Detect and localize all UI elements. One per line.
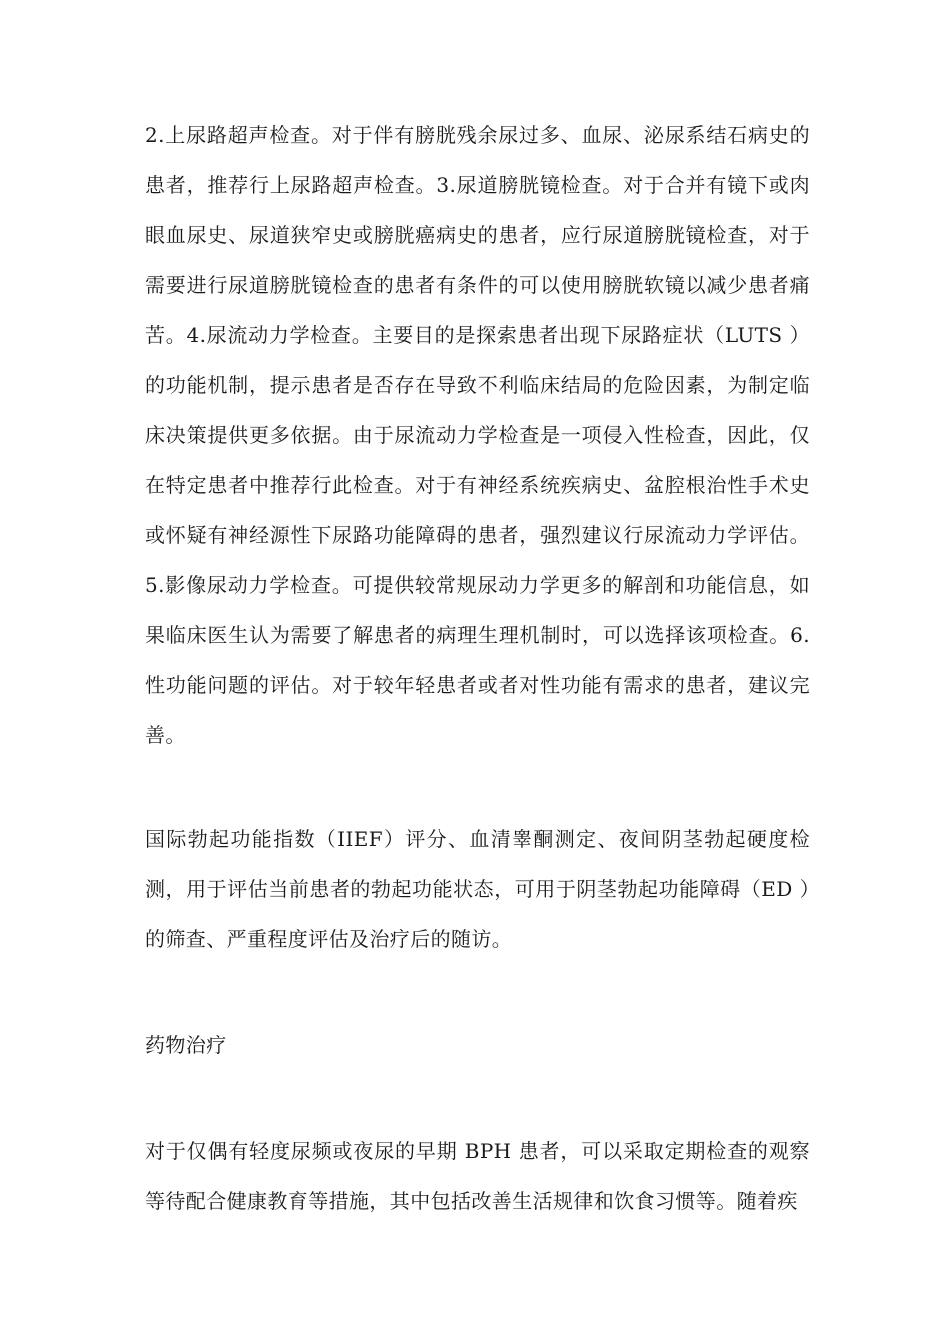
- paragraph-erectile-function: 国际勃起功能指数（IIEF）评分、血清睾酮测定、夜间阴茎勃起硬度检测，用于评估当前患者的勃起功能状态，可用于阴茎勃起功能障碍（ED ）的筛查、严重程度评估及治疗后的随访。: [145, 827, 810, 951]
- paragraph-watchful-waiting: 对于仅偶有轻度尿频或夜尿的早期 BPH 患者，可以采取定期检查的观察等待配合健康教育等措施，其中包括改善生活规律和饮食习惯等。随着疾: [145, 1139, 810, 1213]
- section-heading-drug-therapy: 药物治疗: [145, 1033, 227, 1057]
- document-page: [145, 110, 810, 1226]
- paragraph-examinations: 2.上尿路超声检查。对于伴有膀胱残余尿过多、血尿、泌尿系结石病史的患者，推荐行上尿路超声检查。3.尿道膀胱镜检查。对于合并有镜下或肉眼血尿史、尿道狭窄史或膀胱癌病史的患者，应行尿道膀胱镜检查，对于需要进行尿道膀胱镜检查的患者有条件的可以使用膀胱软镜以减少患者痛苦。4.尿流动力学检查。主要目的是探索患者出现下尿路症状（LUTS ）的功能机制，提示患者是否存在导致不利临床结局的危险因素，为制定临床决策提供更多依据。由于尿流动力学检查是一项侵入性检查，因此，仅在特定患者中推荐行此检查。对于有神经系统疾病史、盆腔根治性手术史或怀疑有神经源性下尿路功能障碍的患者，强烈建议行尿流动力学评估。5.影像尿动力学检查。可提供较常规尿动力学更多的解剖和功能信息，如果临床医生认为需要了解患者的病理生理机制时，可以选择该项检查。6.性功能问题的评估。对于较年轻患者或者对性功能有需求的患者，建议完善。: [145, 123, 810, 747]
